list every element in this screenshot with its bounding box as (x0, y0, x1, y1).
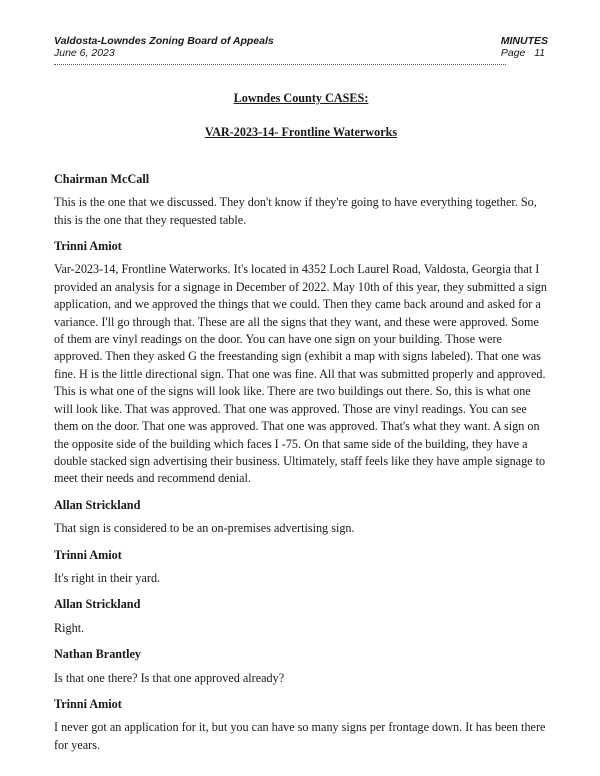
speaker-name: Trinni Amiot (54, 239, 122, 254)
speaker-statement: This is the one that we discussed. They don't know if they're going to have everything together. So, this is the one that they requested table. (54, 195, 537, 227)
speaker-statement: Right. (54, 620, 85, 635)
speaker-statement: It's right in their yard. (54, 570, 161, 585)
speaker-name: Chairman McCall (54, 171, 150, 186)
header-row-bottom (54, 47, 548, 59)
speaker-statement: That sign is considered to be an on-premises advertising sign. (54, 521, 355, 536)
case-heading: VAR-2023-14- Frontline Waterworks (204, 125, 398, 140)
speaker-statement: I never got an application for it, but you can have so many signs per frontage down. It has been there for years. (54, 720, 546, 752)
speaker-name: Trinni Amiot (54, 696, 122, 711)
header-page-number: Page 11 (500, 47, 545, 59)
section-heading: Lowndes County CASES: (233, 91, 369, 105)
page-header (54, 35, 548, 59)
minutes-body (54, 82, 548, 754)
header-org-name: Valdosta-Lowndes Zoning Board of Appeals (54, 35, 274, 47)
header-date: June 6, 2023 (54, 47, 115, 59)
speaker-name: Allan Strickland (54, 497, 141, 512)
speaker-statement: Is that one there? Is that one approved already? (54, 670, 285, 685)
header-row-top (54, 35, 548, 47)
speaker-name: Allan Strickland (54, 597, 141, 612)
header-doc-type: MINUTES (500, 35, 548, 47)
speaker-statement: Var-2023-14, Frontline Waterworks. It's located in 4352 Loch Laurel Road, Valdosta, Georgia that I provided an analysis for a signage in December of 2022. May 10th of this year, they submitted a sign application, and we approved the things that we could. Then they came back around and asked for a variance. I'll go through that. These are all the signs that they want, and these were approved. Some of them are vinyl readings on the door. You can have one sign on your building. Those were approved. Then they asked G the freestanding sign (exhibit a map with signs labeled). That one was fine. H is the little directional sign. That one was fine. All that was submitted properly and approved. This is what one of the signs will look like. There are two buildings out there. So, this is what one will look like. That was approved. That one was approved. Those are vinyl readings. You can see them on the door. That one was approved. That one was approved. That's what they want. A sign on the opposite side of the building which faces I -75. On that same side of the building, they have a double stacked sign advertising their business. Ultimately, staff feels like they have ample signage to meet their needs and recommend denial. (54, 262, 547, 486)
speaker-name: Nathan Brantley (54, 647, 142, 662)
header-divider (54, 64, 506, 65)
speaker-name: Trinni Amiot (54, 547, 122, 562)
